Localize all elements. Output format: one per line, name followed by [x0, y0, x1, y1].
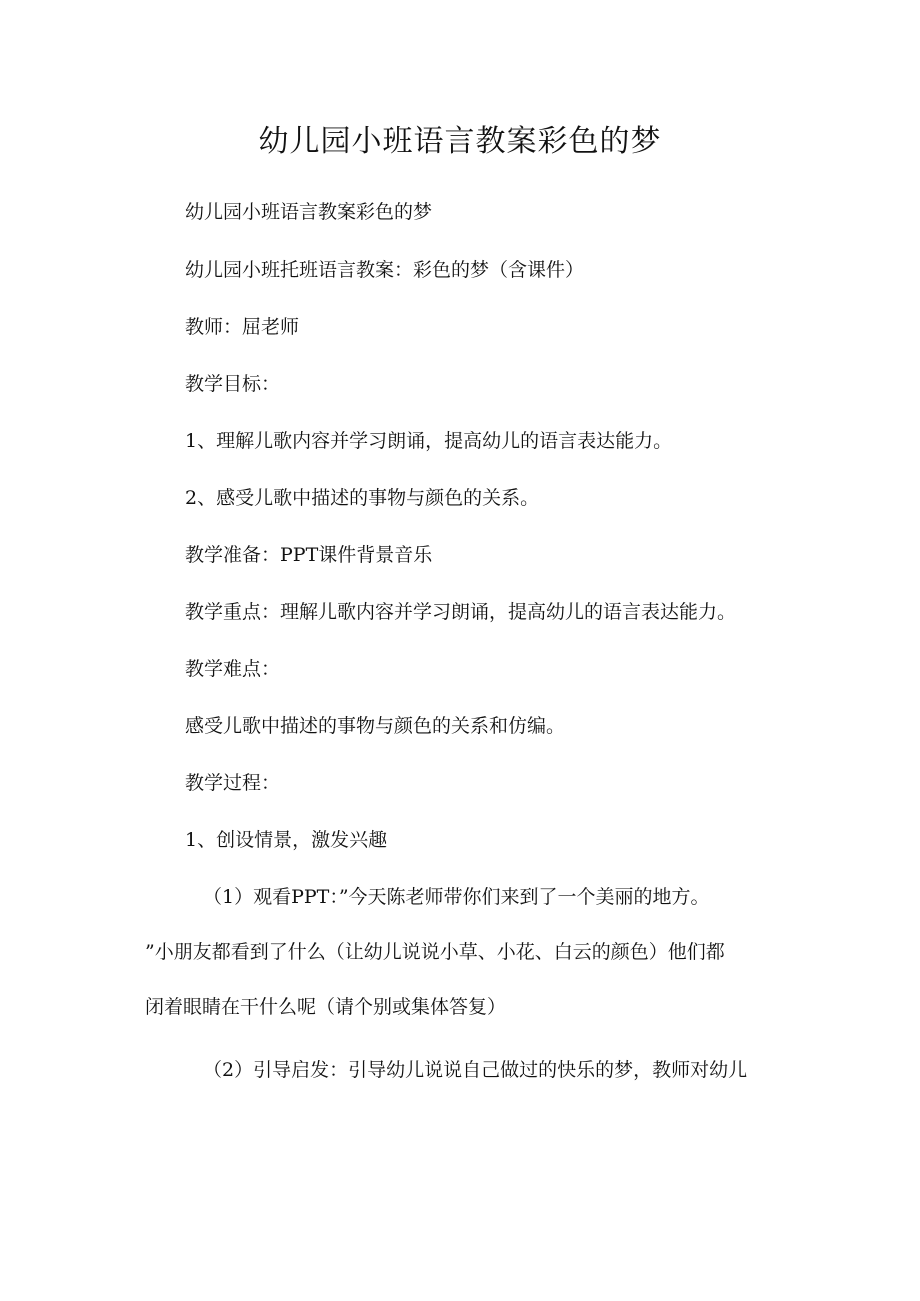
paragraph-teacher: 教师：屈老师 [185, 316, 300, 338]
paragraph-subtitle: 幼儿园小班语言教案彩色的梦 [185, 201, 433, 223]
paragraph-lesson-name: 幼儿园小班托班语言教案：彩色的梦（含课件） [185, 259, 585, 281]
heading-difficulty: 教学难点： [185, 658, 281, 680]
paragraph-step-1-1-line-1: （1）观看PPT：”今天陈老师带你们来到了一个美丽的地方。 [203, 886, 710, 908]
document-title: 幼儿园小班语言教案彩色的梦 [258, 124, 662, 159]
paragraph-step-1: 1、创设情景，激发兴趣 [185, 829, 388, 851]
heading-process: 教学过程： [185, 772, 281, 794]
heading-teaching-goals: 教学目标： [185, 373, 281, 395]
paragraph-step-1-2-line-1: （2）引导启发：引导幼儿说说自己做过的快乐的梦，教师对幼儿 [203, 1059, 748, 1081]
paragraph-difficulty: 感受儿歌中描述的事物与颜色的关系和仿编。 [185, 715, 566, 737]
paragraph-preparation: 教学准备：PPT课件背景音乐 [185, 544, 433, 566]
paragraph-goal-1: 1、理解儿歌内容并学习朗诵，提高幼儿的语言表达能力。 [185, 430, 673, 452]
paragraph-key-point: 教学重点：理解儿歌内容并学习朗诵，提高幼儿的语言表达能力。 [185, 601, 737, 623]
paragraph-step-1-1-line-2: ”小朋友都看到了什么（让幼儿说说小草、小花、白云的颜色）他们都 [145, 941, 725, 963]
paragraph-step-1-1-line-3: 闭着眼睛在干什么呢（请个别或集体答复） [145, 996, 507, 1018]
paragraph-goal-2: 2、感受儿歌中描述的事物与颜色的关系。 [185, 487, 540, 509]
